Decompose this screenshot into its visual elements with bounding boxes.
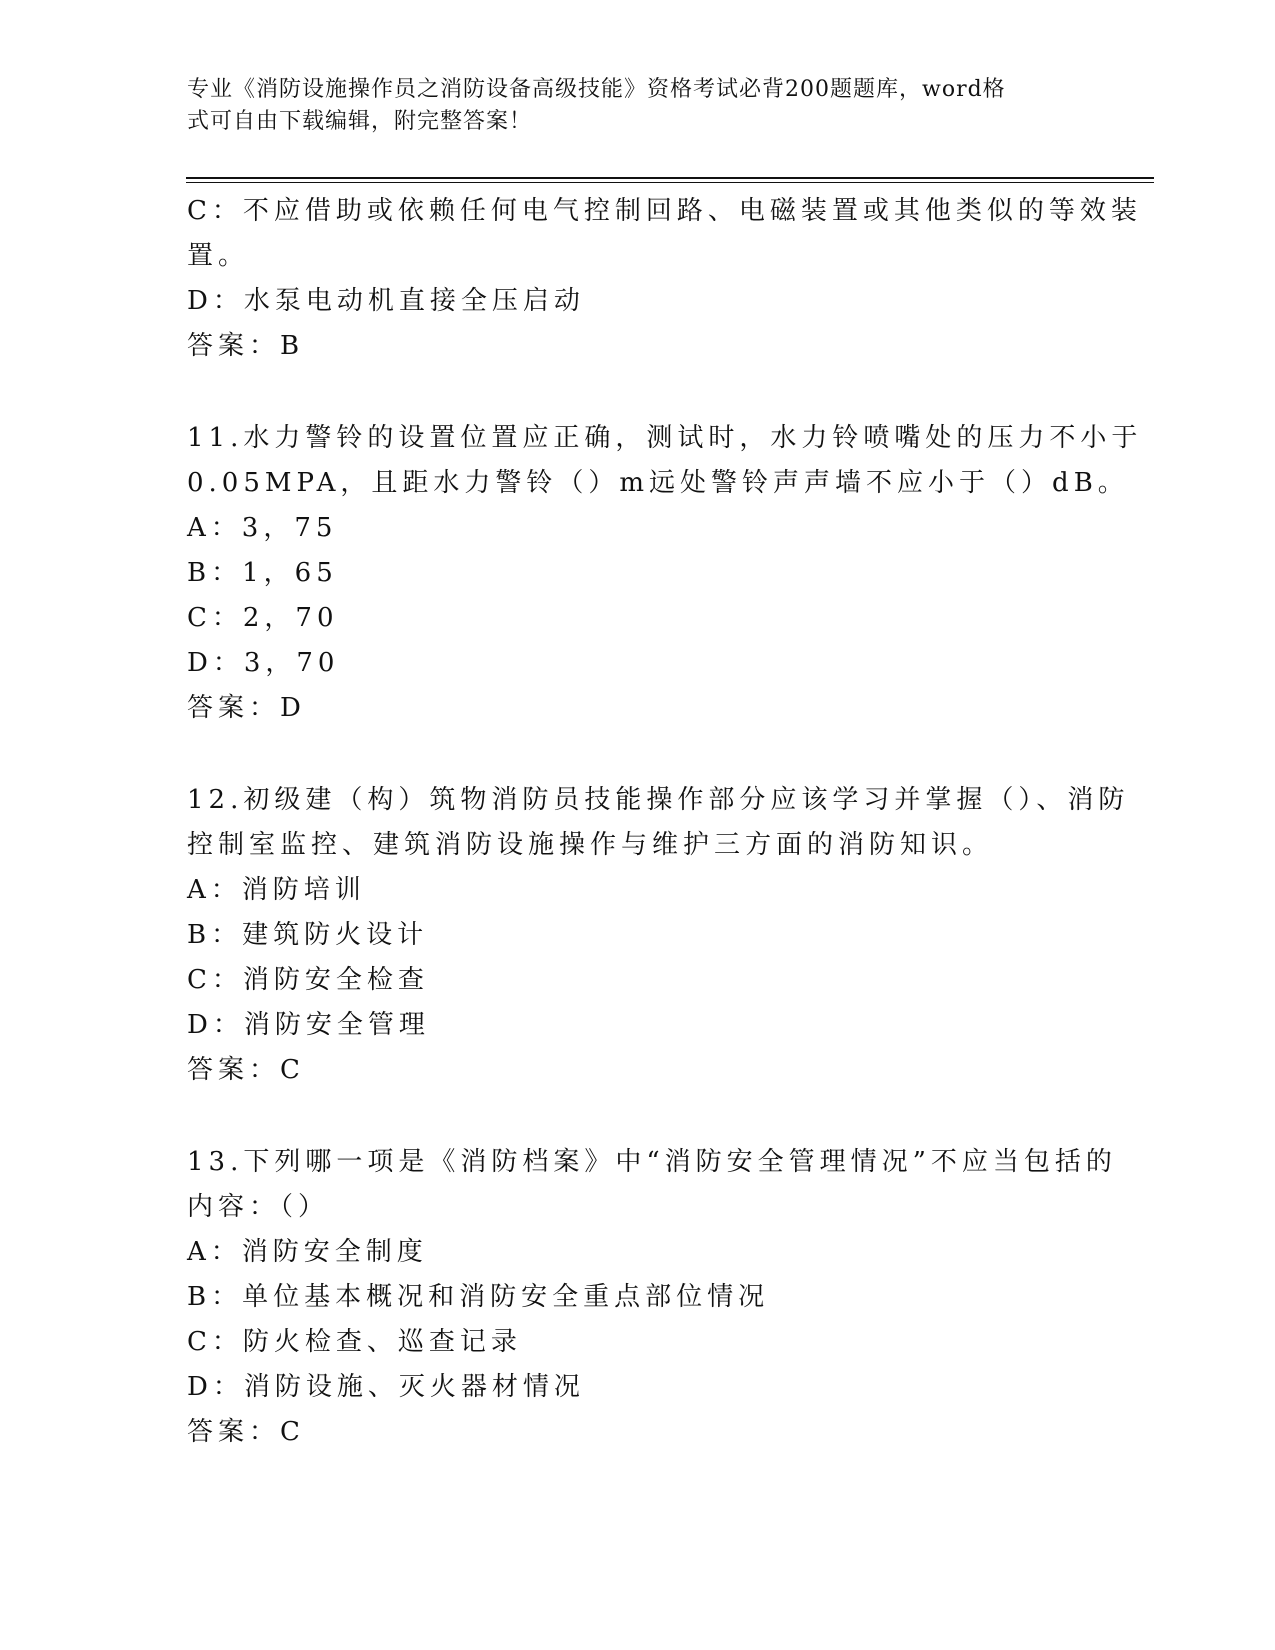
question-spacer xyxy=(187,731,1082,778)
header-rule-thick xyxy=(186,177,1154,179)
question-10-continuation xyxy=(187,189,1142,369)
question-text: 11.水力警铃的设置位置应正确，测试时，水力铃喷嘴处的压力不小于 xyxy=(187,423,1143,453)
option-c: C：不应借助或依赖任何电气控制回路、电磁装置或其他类似的等效装 xyxy=(187,196,1142,226)
page-header xyxy=(187,74,1067,138)
option-c: C：消防安全检查 xyxy=(187,965,429,995)
answer-line: 答案：D xyxy=(187,693,306,723)
question-13 xyxy=(187,1140,1117,1455)
option-a: A：消防培训 xyxy=(187,875,366,905)
question-11 xyxy=(187,416,1143,731)
option-d: D：水泵电动机直接全压启动 xyxy=(187,286,585,316)
header-line-2: 式可自由下载编辑，附完整答案！ xyxy=(187,109,533,134)
answer-line: 答案：C xyxy=(187,1417,305,1447)
option-c: C：防火检查、巡查记录 xyxy=(187,1327,522,1357)
option-d: D：消防设施、灭火器材情况 xyxy=(187,1372,585,1402)
question-12 xyxy=(187,778,1130,1093)
option-a: A：3，75 xyxy=(187,513,338,543)
question-list xyxy=(187,189,1143,1455)
option-b: B：单位基本概况和消防安全重点部位情况 xyxy=(187,1282,770,1312)
option-c: C：2，70 xyxy=(187,603,339,633)
question-text-wrap: 控制室监控、建筑消防设施操作与维护三方面的消防知识。 xyxy=(187,830,994,860)
option-d: D：消防安全管理 xyxy=(187,1010,430,1040)
option-a: A：消防安全制度 xyxy=(187,1237,428,1267)
option-c-wrap: 置。 xyxy=(187,241,250,271)
question-spacer xyxy=(187,1093,1082,1140)
question-spacer xyxy=(187,369,1082,416)
answer-line: 答案：C xyxy=(187,1055,305,1085)
answer-line: 答案：B xyxy=(187,331,305,361)
option-b: B：建筑防火设计 xyxy=(187,920,429,950)
header-rule-thin xyxy=(186,182,1154,183)
question-text: 13.下列哪一项是《消防档案》中“消防安全管理情况”不应当包括的 xyxy=(187,1147,1117,1177)
option-b: B：1，65 xyxy=(187,558,338,588)
option-d: D：3，70 xyxy=(187,648,340,678)
question-text: 12.初级建（构）筑物消防员技能操作部分应该学习并掌握（）、消防 xyxy=(187,785,1130,815)
question-text-wrap: 0.05MPA，且距水力警铃（）m远处警铃声声墙不应小于（）dB。 xyxy=(187,468,1129,498)
header-line-1: 专业《消防设施操作员之消防设备高级技能》资格考试必背200题题库，word格 xyxy=(187,77,1006,102)
question-text-wrap: 内容：（） xyxy=(187,1192,330,1222)
